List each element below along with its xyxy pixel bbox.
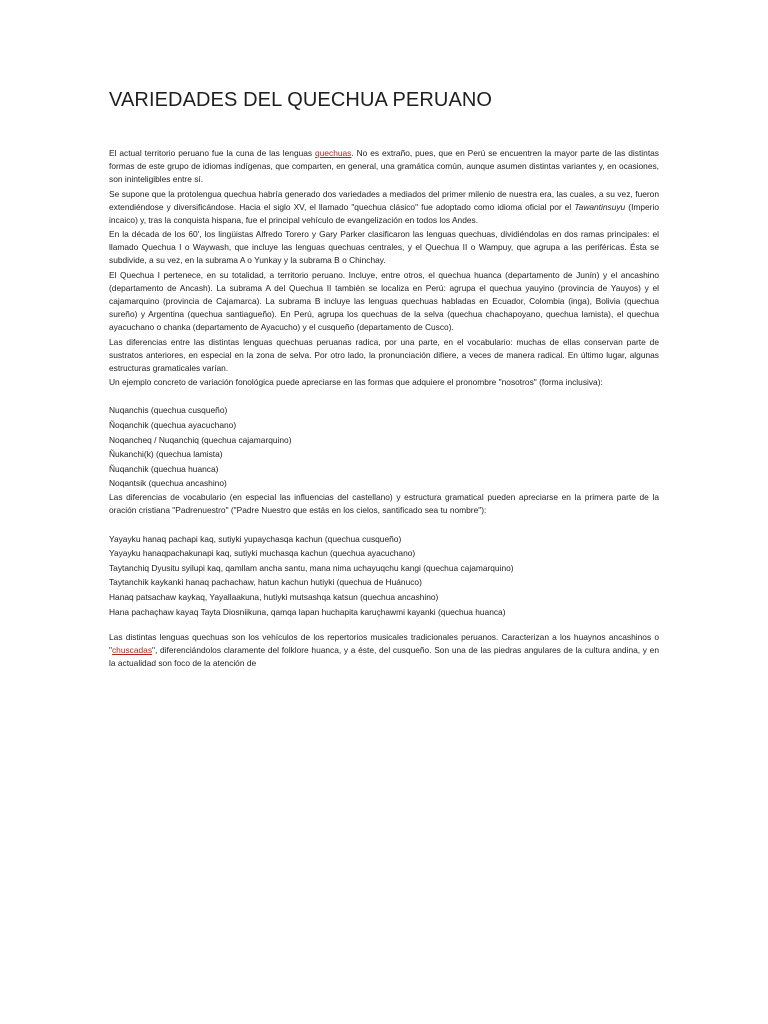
document-title: VARIEDADES DEL QUECHUA PERUANO xyxy=(109,89,493,111)
chuscadas-link[interactable]: chuscadas xyxy=(111,645,153,656)
paragraph-music xyxy=(109,631,659,670)
list-item: Taytanchik kaykanki hanaq pachachaw, hatun kachun hutiyki (quechua de Huánuco) xyxy=(109,577,422,588)
list-item: Hana pachaçhaw kayaq Tayta Diosniikuna, qamqa lapan huchapita karuçhawmi kayanki (quechua huanca) xyxy=(109,606,506,617)
list-item: Noqantsik (quechua ancashino) xyxy=(109,478,227,489)
document-page xyxy=(109,86,659,672)
paragraph-classification: En la década de los 60', los lingüistas Alfredo Torero y Gary Parker clasificaron las lenguas quechuas, dividiéndolas en dos ramas principales: el llamado Quechua I o Waywash, que incluye las lenguas quechuas centrales, y el Quechua II o Wampuy, que agrupa a las periféricas. Ésta se subdivide, a su vez, en la subrama A o Yunkay y la subrama B o Chinchay. xyxy=(109,229,659,266)
quechuas-link[interactable]: quechuas xyxy=(315,148,352,158)
list-item: Taytanchiq Dyusitu syilupi kaq, qamllam ancha santu, mana nima uchayuqchu kangi (quechua cajamarquino) xyxy=(109,562,514,573)
list-item: Ñukanchi(k) (quechua lamista) xyxy=(109,449,223,460)
paragraph-music-text-before: Las distintas lenguas quechuas son los vehículos de los repertorios musicales tradicionales peruanos. Caracterizan a los huaynos ancashinos o " xyxy=(109,632,659,656)
list-item: Hanaq patsachaw kaykaq, Yayallaakuna, hutiyki mutsashqa katsun (quechua ancashino) xyxy=(109,592,439,603)
list-item: Noqancheq / Nuqanchiq (quechua cajamarquino) xyxy=(109,434,292,445)
paragraph-protolengua xyxy=(109,188,659,227)
paragraph-vocabulary: Las diferencias de vocabulario (en especial las influencias del castellano) y estructura gramatical pueden apreciarse en la primera parte de la oración cristiana "Padrenuestro" ("Padre Nuestro que estás en los cielos, santificado sea tu nombre"): xyxy=(109,491,659,515)
spacer xyxy=(109,519,659,532)
list-item: Yayayku hanaq pachapi kaq, sutiyki yupaychasqa kachun (quechua cusqueño) xyxy=(109,533,402,544)
paragraph-protolengua-text-before: Se supone que la protolengua quechua habría generado dos variedades a mediados del primer milenio de nuestra era, las cuales, a su vez, fueron extendiéndose y diversificándose. Hacia el siglo XV, el llamado "quechua clásico" fue adoptado como idioma oficial por el xyxy=(109,188,659,212)
spacer xyxy=(109,619,659,631)
paragraph-quechua-i: El Quechua I pertenece, en su totalidad, a territorio peruano. Incluye, entre otros, el quechua huanca (departamento de Junín) y el ancashino (departamento de Ancash). La subrama A del Quechua II también se localiza en Perú: agrupa el quechua yauyino (provincia de Yauyos) y el cajamarquino (provincia de Cajamarca). La subrama B incluye las lenguas quechuas habladas en Ecuador, Colombia (inga), Bolivia (quechua sureño) y Argentina (quechua santiagueño). En Perú, agrupa los quechuas de la selva (quechua chachapoyano, quechua lamista), el quechua ayacuchano o chanka (departamento de Ayacucho) y el cusqueño (departamento de Cusco). xyxy=(109,270,659,332)
paragraph-differences: Las diferencias entre las distintas lenguas quechuas peruanas radica, por una parte, en el vocabulario: muchas de ellas conservan parte de sustratos anteriores, en especial en la zona de selva. Por otro lado, la pronunciación difiere, a veces de manera radical. En último lugar, algunas estructuras gramaticales varían. xyxy=(109,336,659,373)
paragraph-intro xyxy=(109,147,659,186)
paragraph-intro-text-before: El actual territorio peruano fue la cuna de las lenguas xyxy=(109,148,316,158)
list-item: Ñuqanchik (quechua huanca) xyxy=(109,463,219,474)
tawantinsuyu-term: Tawantinsuyu xyxy=(574,201,626,212)
list-item: Yayayku hanaqpachakunapi kaq, sutiyki muchasqa kachun (quechua ayacuchano) xyxy=(109,548,416,559)
prayer-list xyxy=(109,532,659,620)
paragraph-phonology-example: Un ejemplo concreto de variación fonológica puede apreciarse en las formas que adquiere el pronombre "nosotros" (forma inclusiva): xyxy=(109,377,603,388)
list-item: Ñoqanchik (quechua ayacuchano) xyxy=(109,419,237,430)
paragraph-protolengua-text-after: (Imperio incaico) y, tras la conquista hispana, fue el principal vehículo de evangelización en todos los Andes. xyxy=(109,201,659,225)
paragraph-intro-text-after: . No es extraño, pues, que en Perú se encuentren la mayor parte de las distintas formas de este grupo de idiomas indígenas, que comparten, en general, una gramática común, aunque asumen distintas variantes y, en ocasiones, son ininteligibles entre sí. xyxy=(109,148,659,184)
paragraph-music-text-after: ", diferenciándolos claramente del folklore huanca, y a éste, del cusqueño. Son una de las piedras angulares de la cultura andina, y en la actualidad son foco de la atención de xyxy=(109,645,659,669)
spacer xyxy=(109,391,659,403)
pronoun-list xyxy=(109,403,659,491)
list-item: Nuqanchis (quechua cusqueño) xyxy=(109,405,228,416)
